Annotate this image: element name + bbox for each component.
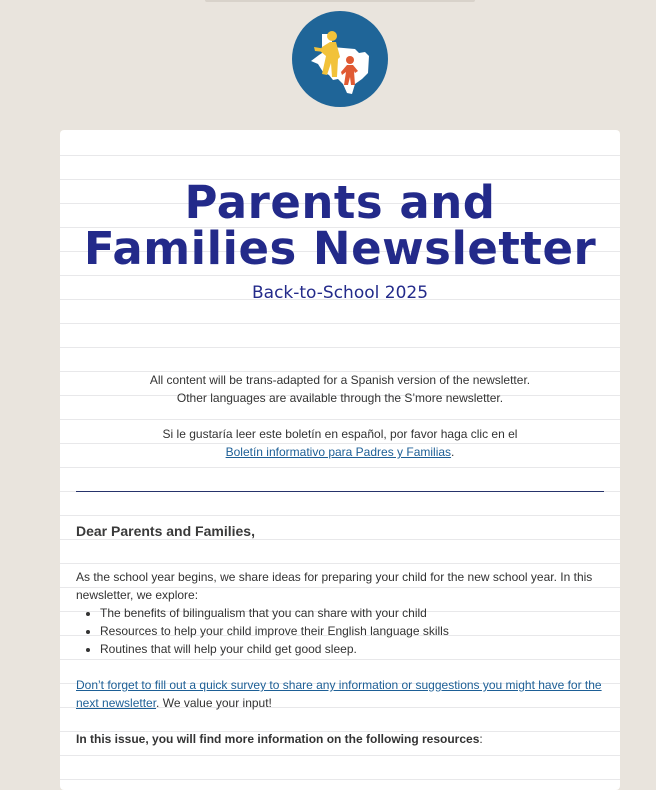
letter-intro: As the school year begins, we share ideas for preparing your child for the new school year. In this newsletter, we explore:	[76, 570, 593, 602]
list-item: • Routines that will help your child get good sleep.	[100, 640, 604, 658]
spanish-newsletter-link[interactable]: Boletín informativo para Padres y Familias	[225, 445, 452, 459]
spanish-link-suffix: .	[451, 445, 455, 459]
section-divider	[76, 491, 604, 492]
texas-logo	[292, 11, 388, 107]
title-line-2: Families Newsletter	[83, 222, 597, 275]
title-line-1: Parents and	[184, 176, 496, 229]
survey-link[interactable]: Don’t forget to fill out a quick survey to share any information or suggestions you might have for the next newsletter	[76, 678, 602, 710]
letter-greeting: Dear Parents and Families,	[76, 523, 255, 539]
topics-list	[76, 604, 604, 658]
resources-heading-text: In this issue, you will find more information on the following resources	[76, 732, 480, 746]
notice-line-1: All content will be trans-adapted for a Spanish version of the newsletter.	[149, 373, 531, 387]
resources-heading	[76, 730, 604, 748]
list-item: • The benefits of bilingualism that you can share with your child	[100, 604, 604, 622]
top-bar	[205, 0, 475, 2]
notice-line-2: Other languages are available through the S’more newsletter.	[176, 391, 504, 405]
survey-paragraph	[76, 676, 604, 712]
resources-heading-suffix: :	[479, 732, 483, 746]
spanish-notice-text: Si le gustaría leer este boletín en español, por favor haga clic en el	[162, 427, 518, 441]
newsletter-card	[60, 130, 620, 790]
newsletter-subtitle: Back-to-School 2025	[251, 283, 429, 303]
survey-suffix: . We value your input!	[156, 696, 272, 710]
texas-families-icon	[292, 11, 388, 107]
language-notice	[60, 371, 620, 407]
spanish-notice	[60, 425, 620, 461]
spanish-link-row	[60, 443, 620, 461]
list-item: • Resources to help your child improve their English language skills	[100, 622, 604, 640]
newsletter-title	[60, 176, 620, 275]
letter-body	[76, 568, 604, 658]
